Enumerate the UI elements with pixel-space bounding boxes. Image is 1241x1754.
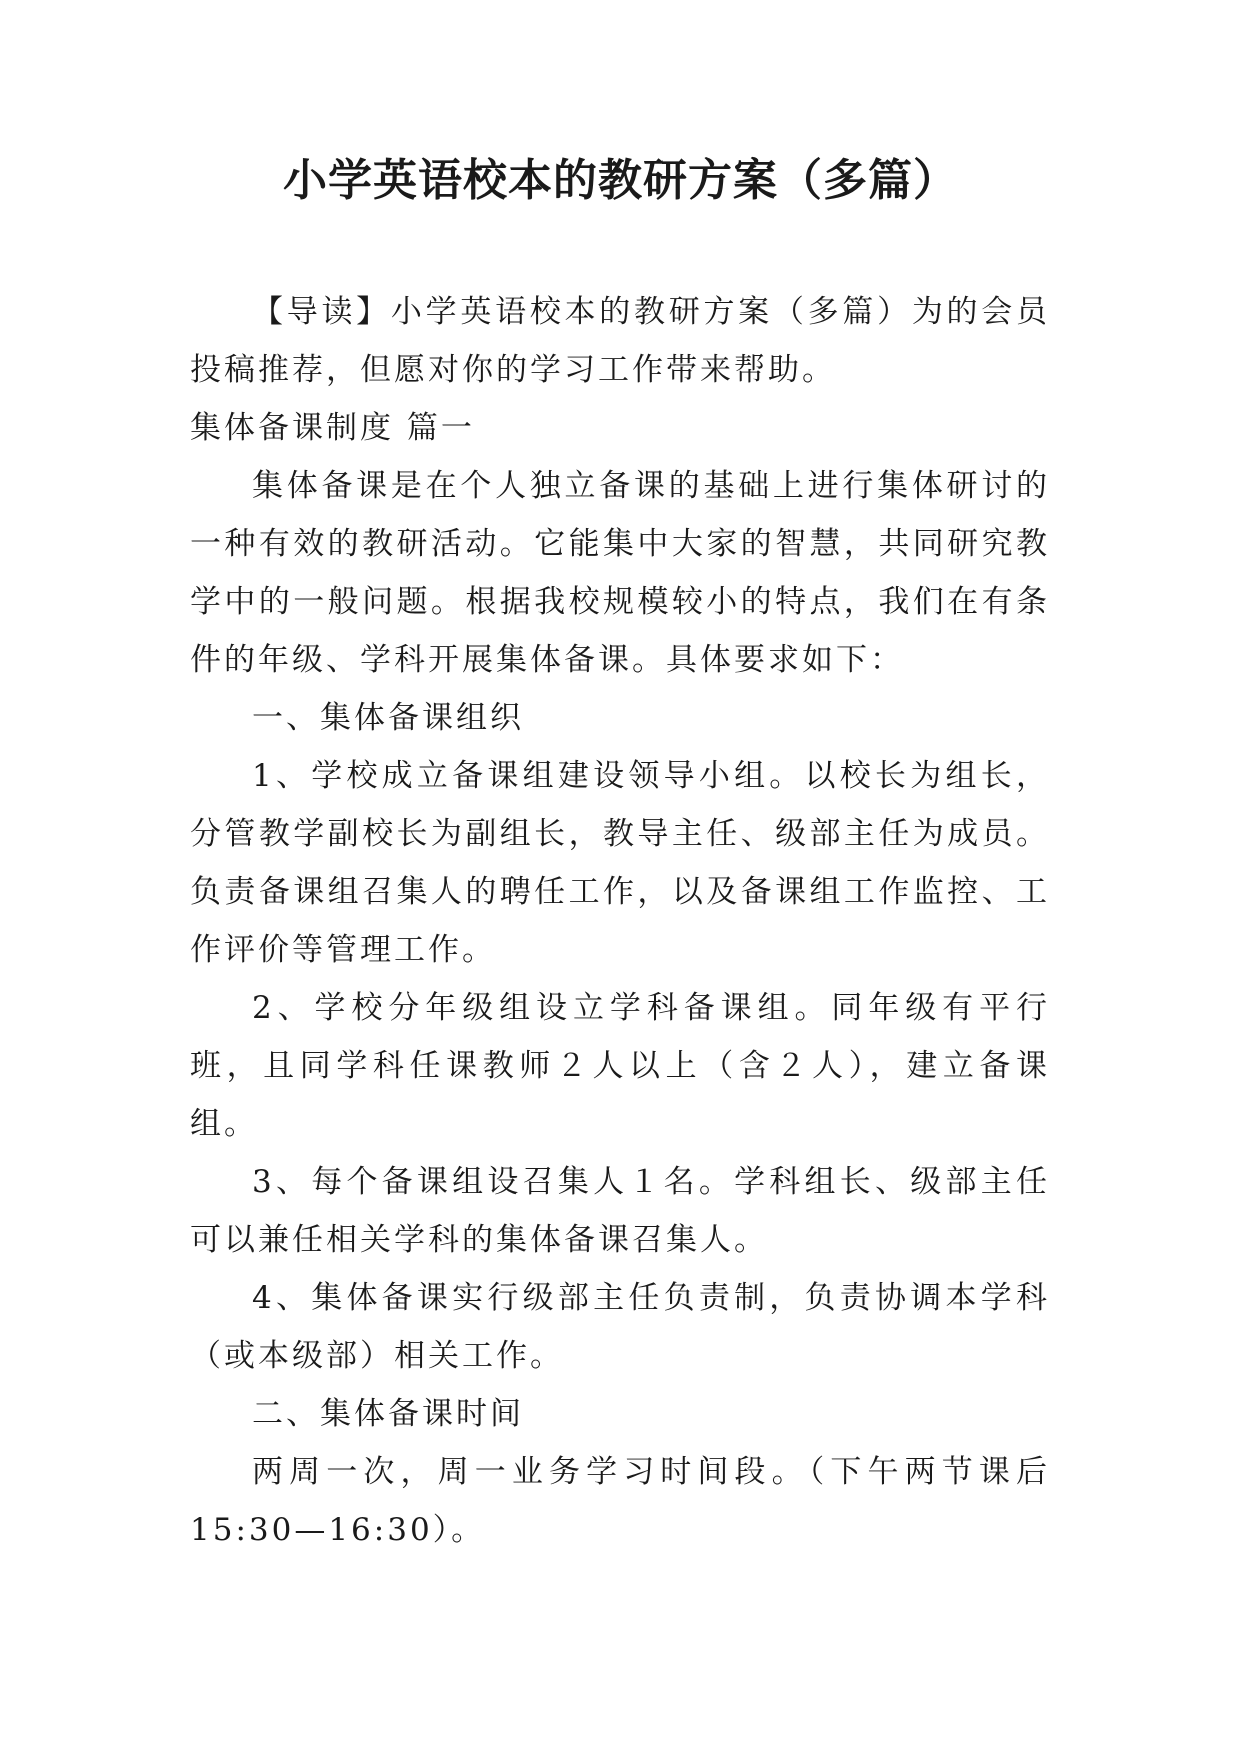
subheading-organization: 一、集体备课组织 (252, 700, 524, 736)
subheading-time: 二、集体备课时间 (252, 1396, 524, 1432)
paragraph-time: 两周一次，周一业务学习时间段。（下午两节课后15:30—16:30）。 (190, 1454, 1050, 1548)
paragraph-item-1: 1、学校成立备课组建设领导小组。以校长为组长，分管教学副校长为副组长，教导主任、级部主任为成员。负责备课组召集人的聘任工作，以及备课组工作监控、工作评价等管理工作。 (190, 758, 1050, 968)
section-title: 集体备课制度 篇一 (190, 410, 475, 446)
paragraph-item-2: 2、学校分年级组设立学科备课组。同年级有平行班，且同学科任课教师２人以上（含２人），建立备课组。 (190, 990, 1050, 1142)
paragraph-item-3: 3、每个备课组设召集人１名。学科组长、级部主任可以兼任相关学科的集体备课召集人。 (190, 1164, 1050, 1258)
paragraph-item-4: 4、集体备课实行级部主任负责制，负责协调本学科（或本级部）相关工作。 (190, 1280, 1050, 1374)
document-title: 小学英语校本的教研方案（多篇） (283, 155, 958, 206)
intro-paragraph: 【导读】小学英语校本的教研方案（多篇）为的会员投稿推荐，但愿对你的学习工作带来帮助。 (190, 294, 1050, 388)
paragraph-1: 集体备课是在个人独立备课的基础上进行集体研讨的一种有效的教研活动。它能集中大家的智慧，共同研究教学中的一般问题。根据我校规模较小的特点，我们在有条件的年级、学科开展集体备课。具体要求如下： (190, 468, 1050, 678)
document-body (190, 283, 1050, 1559)
